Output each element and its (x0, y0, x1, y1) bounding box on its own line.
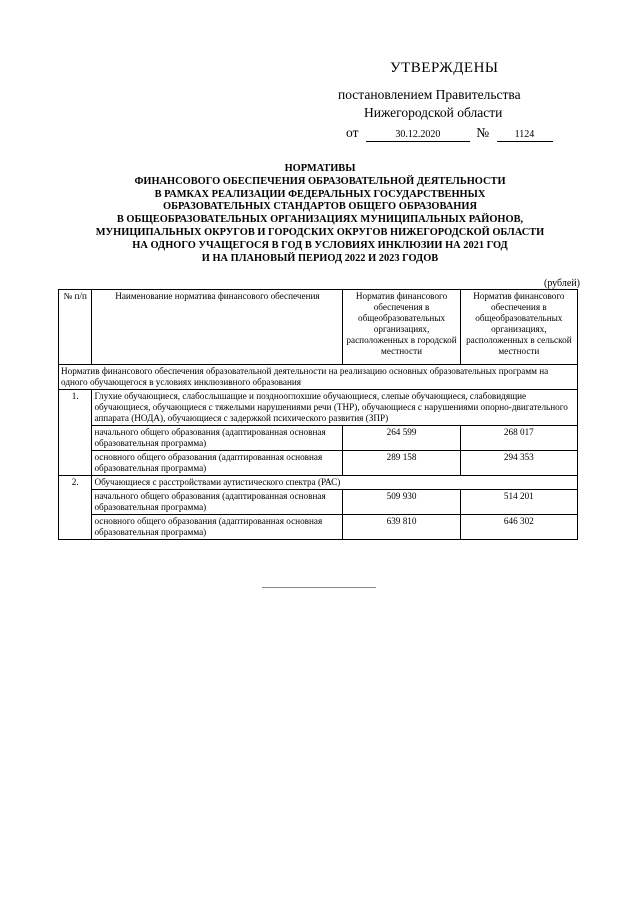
row-city-value: 509 930 (343, 490, 460, 515)
row-rural-value: 646 302 (460, 515, 577, 540)
table-row (59, 515, 578, 540)
title-line: НА ОДНОГО УЧАЩЕГОСЯ В ГОД В УСЛОВИЯХ ИНКЛЮЗИИ НА 2021 ГОД (132, 239, 508, 251)
group-title: Обучающиеся с расстройствами аутистического спектра (РАС) (92, 476, 578, 490)
header-num: № п/п (59, 290, 92, 365)
row-name: основного общего образования (адаптированная основная образовательная программа) (92, 451, 343, 476)
title-line: В ОБЩЕОБРАЗОВАТЕЛЬНЫХ ОРГАНИЗАЦИЯХ МУНИЦИПАЛЬНЫХ РАЙОНОВ, (116, 214, 524, 226)
title-line: МУНИЦИПАЛЬНЫХ ОКРУГОВ И ГОРОДСКИХ ОКРУГОВ НИЖЕГОРОДСКОЙ ОБЛАСТИ (95, 226, 545, 238)
section-title: Норматив финансового обеспечения образовательной деятельности на реализацию основных образовательных программ на одного обучающегося в условиях инклюзивного образования (59, 365, 578, 390)
approval-line-government: постановлением Правительства (338, 87, 521, 102)
group-row (59, 476, 578, 490)
title-line: И НА ПЛАНОВЫЙ ПЕРИОД 2022 И 2023 ГОДОВ (201, 252, 439, 264)
title-line: НОРМАТИВЫ (284, 163, 356, 174)
table-row (59, 451, 578, 476)
group-title: Глухие обучающиеся, слабослышащие и позднооглохшие обучающиеся, слепые обучающиеся, слабовидящие обучающиеся, обучающиеся с тяжелыми нарушениями речи (ТНР), обучающиеся с нарушениями опорно-двигательного аппарата (НОДА), обучающиеся с задержкой психического развития (ЗПР) (92, 390, 578, 426)
number-sign: № (476, 125, 490, 140)
date-prefix: от (346, 125, 359, 140)
table-header-row (59, 290, 578, 365)
norms-table (58, 289, 578, 540)
header-rural: Норматив финансового обеспечения в общеобразовательных организациях, расположенных в сельской местности (460, 290, 577, 365)
title-line: ФИНАНСОВОГО ОБЕСПЕЧЕНИЯ ОБРАЗОВАТЕЛЬНОЙ ДЕЯТЕЛЬНОСТИ (134, 175, 506, 187)
row-name: начального общего образования (адаптированная основная образовательная программа) (92, 426, 343, 451)
row-city-value: 639 810 (343, 515, 460, 540)
resolution-number: 1124 (497, 129, 553, 142)
row-rural-value: 514 201 (460, 490, 577, 515)
bottom-divider (262, 587, 376, 588)
group-number: 1. (59, 390, 92, 476)
row-city-value: 289 158 (343, 451, 460, 476)
units-label: (рублей) (543, 278, 580, 289)
approval-line-region: Нижегородской области (364, 105, 503, 120)
row-city-value: 264 599 (343, 426, 460, 451)
group-row (59, 390, 578, 426)
table-row (59, 490, 578, 515)
title-line: ОБРАЗОВАТЕЛЬНЫХ СТАНДАРТОВ ОБЩЕГО ОБРАЗОВАНИЯ (163, 201, 477, 213)
title-line: В РАМКАХ РЕАЛИЗАЦИИ ФЕДЕРАЛЬНЫХ ГОСУДАРСТВЕННЫХ (154, 188, 486, 200)
approval-date-line (346, 125, 553, 142)
row-rural-value: 268 017 (460, 426, 577, 451)
approved-heading: УТВЕРЖДЕНЫ (390, 60, 499, 76)
row-name: начального общего образования (адаптированная основная образовательная программа) (92, 490, 343, 515)
group-number: 2. (59, 476, 92, 540)
resolution-date: 30.12.2020 (366, 129, 470, 142)
section-row (59, 365, 578, 390)
row-rural-value: 294 353 (460, 451, 577, 476)
document-title (60, 163, 580, 265)
header-city: Норматив финансового обеспечения в общеобразовательных организациях, расположенных в городской местности (343, 290, 460, 365)
header-name: Наименование норматива финансового обеспечения (92, 290, 343, 365)
table-row (59, 426, 578, 451)
row-name: основного общего образования (адаптированная основная образовательная программа) (92, 515, 343, 540)
